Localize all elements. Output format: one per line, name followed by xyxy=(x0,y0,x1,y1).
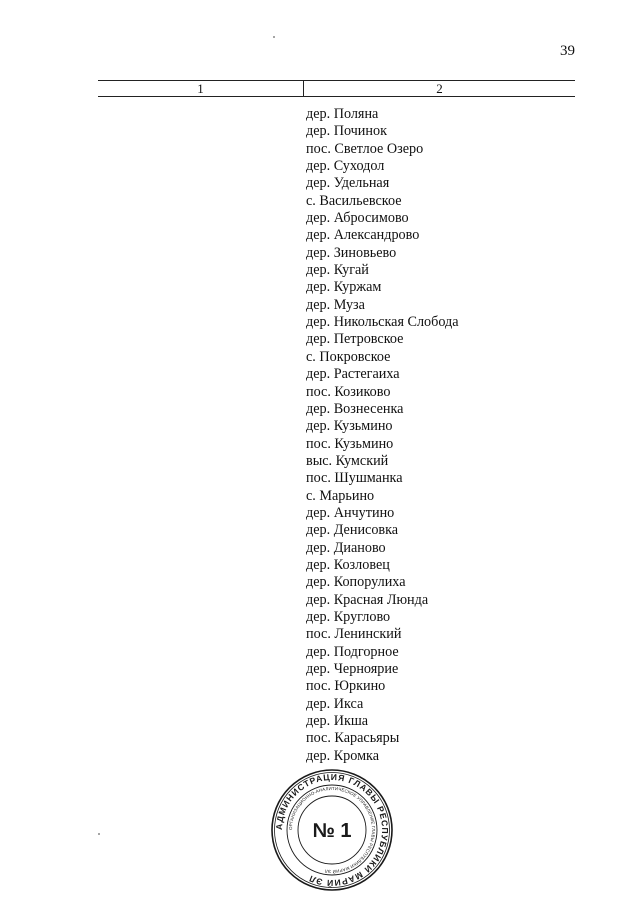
places-list xyxy=(306,106,459,765)
table-header xyxy=(98,80,575,97)
place-item: дер. Растегаиха xyxy=(306,366,400,383)
place-item: с. Марьино xyxy=(306,487,375,504)
place-item: дер. Никольская Слобода xyxy=(306,314,459,331)
place-item: пос. Кузьмино xyxy=(306,435,394,452)
place-item: дер. Петровское xyxy=(306,331,404,348)
page-number: 39 xyxy=(560,43,575,59)
seal-outer-text: АДМИНИСТРАЦИЯ ГЛАВЫ РЕСПУБЛИКИ МАРИЙ ЭЛ xyxy=(273,771,391,889)
place-item: дер. Копорулиха xyxy=(306,574,406,591)
place-item: дер. Икша xyxy=(306,713,369,730)
place-item: пос. Козиково xyxy=(306,383,391,400)
scan-speck xyxy=(273,36,275,38)
place-item: дер. Поляна xyxy=(306,106,379,122)
place-item: дер. Вознесенка xyxy=(306,400,404,417)
place-item: пос. Ленинский xyxy=(306,626,402,643)
place-item: пос. Светлое Озеро xyxy=(306,140,424,157)
place-item: дер. Круглово xyxy=(306,608,391,625)
place-item: дер. Кугай xyxy=(306,262,369,279)
place-item: дер. Козловец xyxy=(306,556,390,573)
place-item: дер. Удельная xyxy=(306,175,390,192)
place-item: дер. Дианово xyxy=(306,539,386,556)
official-seal xyxy=(270,768,394,892)
place-item: дер. Красная Люнда xyxy=(306,591,429,608)
place-item: с. Покровское xyxy=(306,348,391,365)
place-item: дер. Зиновьево xyxy=(306,244,397,261)
place-item: пос. Карасьяры xyxy=(306,730,400,747)
place-item: с. Васильевское xyxy=(306,192,402,209)
column-header-1: 1 xyxy=(98,81,304,96)
place-item: дер. Починок xyxy=(306,123,387,140)
place-item: дер. Кузьмино xyxy=(306,418,393,435)
place-item: дер. Куржам xyxy=(306,279,382,296)
place-item: дер. Суходол xyxy=(306,158,385,175)
place-item: дер. Денисовка xyxy=(306,522,399,539)
column-header-2: 2 xyxy=(436,81,443,96)
place-item: дер. Абросимово xyxy=(306,210,409,227)
seal-inner-text: ОРГАНИЗАЦИОННО-АНАЛИТИЧЕСКОЕ УПРАВЛЕНИЕ ГЛАВЫ РЕСПУБЛИКИ МАРИЙ ЭЛ xyxy=(287,785,377,875)
place-item: пос. Шушманка xyxy=(306,470,403,487)
scan-speck xyxy=(98,833,100,835)
place-item: выс. Кумский xyxy=(306,452,389,469)
place-item: дер. Кромка xyxy=(306,747,380,764)
place-item: дер. Александрово xyxy=(306,227,420,244)
place-item: пос. Юркино xyxy=(306,678,386,695)
place-item: дер. Подгорное xyxy=(306,643,399,660)
seal-number: № 1 xyxy=(312,820,352,842)
place-item: дер. Икса xyxy=(306,695,364,712)
place-item: дер. Анчутино xyxy=(306,504,395,521)
place-item: дер. Муза xyxy=(306,296,365,313)
place-item: дер. Черноярие xyxy=(306,661,399,677)
